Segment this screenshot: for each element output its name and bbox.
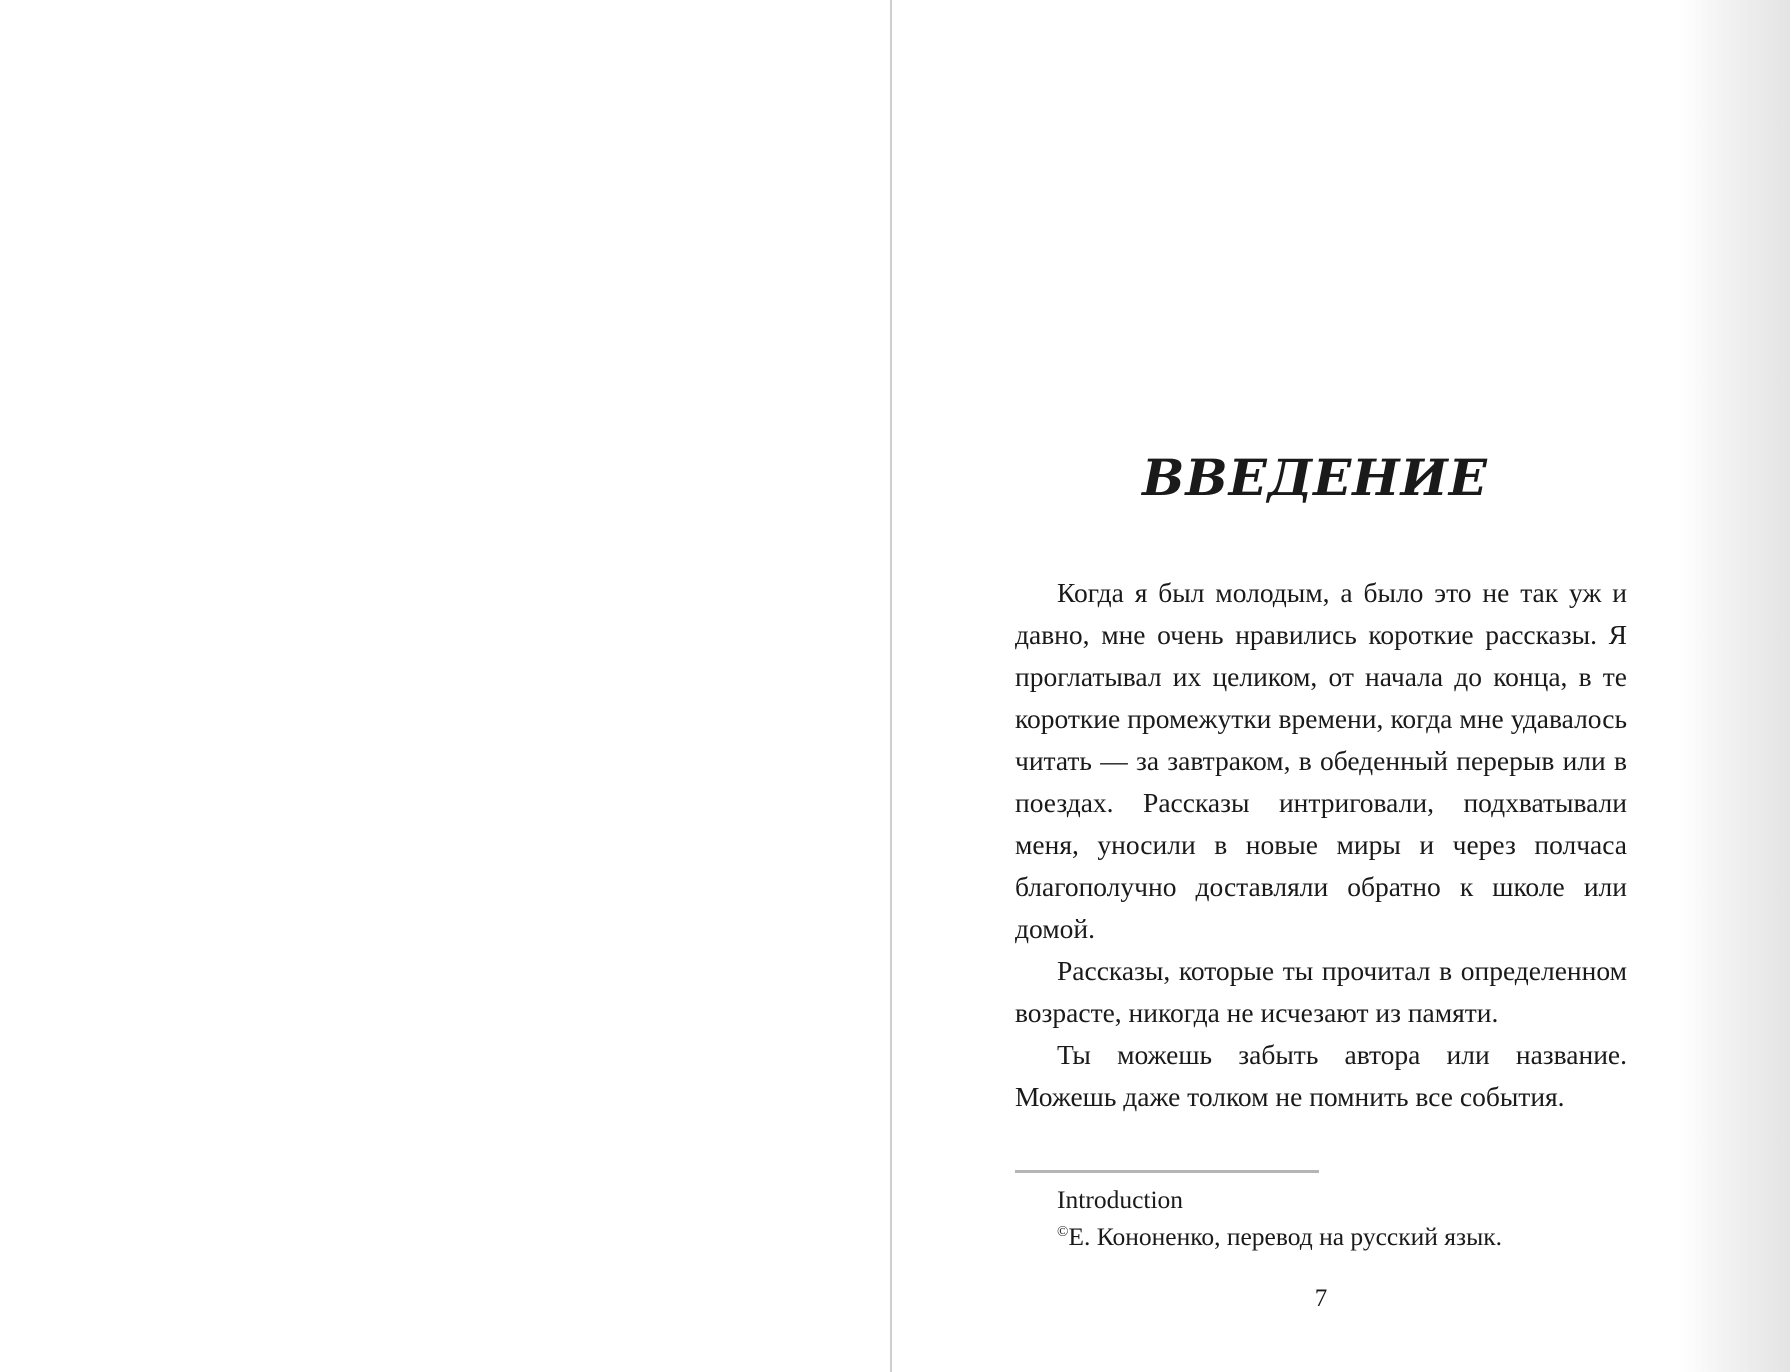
chapter-title: ВВЕДЕНИЕ [1142,448,1488,507]
paragraph-3: Ты можешь забыть автора или название. Можешь даже толком не помнить все события. [1015,1039,1627,1112]
footnote [1057,1183,1637,1253]
paragraph-2: Рассказы, которые ты прочитал в определенном возрасте, никогда не исчезают из памяти. [1015,955,1627,1028]
page-edge-shadow [1680,0,1790,1372]
copyright-symbol: © [1057,1224,1069,1240]
footnote-copyright-text: Е. Кононенко, перевод на русский язык. [1068,1222,1502,1251]
footnote-copyright [1057,1216,1637,1253]
footnote-rule [1015,1170,1319,1173]
page-number: 7 [1314,1285,1328,1312]
left-page-blank [0,0,890,1372]
paragraph-1: Когда я был молодым, а было это не так уж и давно, мне очень нравились короткие рассказы. Я проглатывал их целиком, от начала до конца, в те короткие промежутки времени, когда мне удавалось читать — за завтраком, в обеденный перерыв или в поездах. Рассказы интриговали, подхватывали меня, уносили в новые миры и через полчаса благополучно доставляли обратно к школе или домой. [1015,577,1627,944]
footnote-original-title: Introduction [1057,1185,1184,1214]
body-text [1015,572,1627,1118]
